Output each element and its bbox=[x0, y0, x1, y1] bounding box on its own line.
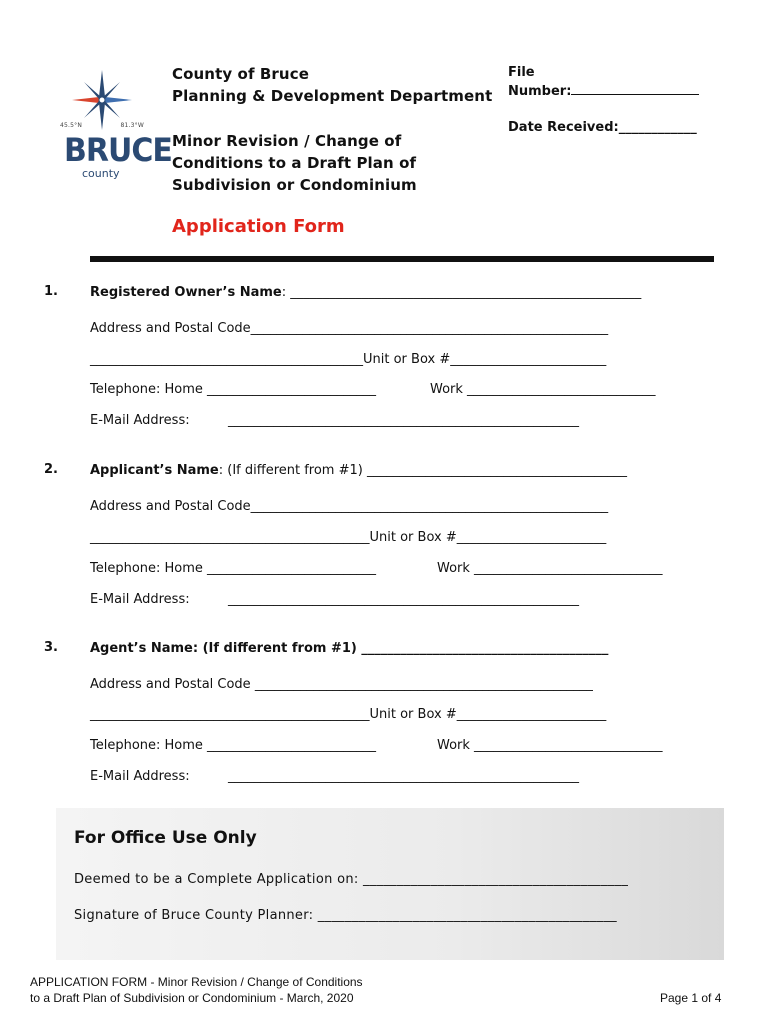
section-number: 2. bbox=[44, 462, 58, 477]
header-divider bbox=[90, 256, 714, 262]
agent-name-label: Agent’s Name bbox=[90, 641, 193, 656]
logo-latitude: 45.5°N bbox=[60, 122, 83, 129]
owner-phone-work-field[interactable]: Work _____________________________ bbox=[430, 382, 656, 397]
section-number: 3. bbox=[44, 640, 58, 655]
owner-email-field[interactable]: ______________________________________________________ bbox=[228, 413, 579, 428]
section-number: 1. bbox=[44, 284, 58, 299]
agent-address-field[interactable]: Address and Postal Code ____________________________________________________ bbox=[90, 677, 593, 692]
owner-unit-field[interactable]: __________________________________________Unit or Box #________________________ bbox=[90, 352, 607, 367]
agent-phone-work-field[interactable]: Work _____________________________ bbox=[437, 738, 663, 753]
applicant-email-field[interactable]: ______________________________________________________ bbox=[228, 592, 579, 607]
agent-unit-field[interactable]: ___________________________________________Unit or Box #_______________________ bbox=[90, 707, 607, 722]
org-name: County of Bruce bbox=[172, 65, 309, 83]
owner-address-field[interactable]: Address and Postal Code_______________________________________________________ bbox=[90, 321, 609, 336]
applicant-name-line[interactable]: : (If different from #1) ________________________________________ bbox=[218, 463, 627, 478]
logo-longitude: 81.3°W bbox=[120, 122, 144, 129]
applicant-phone-home-field[interactable]: Telephone: Home __________________________ bbox=[90, 561, 377, 576]
form-title-line3: Subdivision or Condominium bbox=[172, 176, 417, 194]
org-department: Planning & Development Department bbox=[172, 87, 493, 105]
office-use-title: For Office Use Only bbox=[74, 828, 257, 848]
complete-application-date-field[interactable]: Deemed to be a Complete Application on: _______________________________________ bbox=[74, 872, 629, 887]
number-label: Number: bbox=[508, 84, 572, 99]
logo-county-label: county bbox=[82, 167, 120, 180]
form-title-line1: Minor Revision / Change of bbox=[172, 132, 402, 150]
form-title-line2: Conditions to a Draft Plan of bbox=[172, 154, 417, 172]
agent-email-field[interactable]: ______________________________________________________ bbox=[228, 769, 579, 784]
owner-phone-home-field[interactable]: Telephone: Home __________________________ bbox=[90, 382, 377, 397]
logo-wordmark: BRUCE bbox=[64, 132, 172, 170]
applicant-unit-field[interactable]: ___________________________________________Unit or Box #_______________________ bbox=[90, 530, 607, 545]
organization-header bbox=[172, 63, 492, 107]
footer-line2: to a Draft Plan of Subdivision or Condominium - March, 2020 bbox=[30, 991, 354, 1005]
form-title bbox=[172, 130, 417, 196]
agent-phone-home-field[interactable]: Telephone: Home __________________________ bbox=[90, 738, 377, 753]
footer-form-description bbox=[30, 974, 363, 1006]
date-received-field[interactable]: Date Received:____________ bbox=[508, 120, 697, 135]
application-form-heading: Application Form bbox=[172, 216, 345, 237]
owner-email-label: E-Mail Address: bbox=[90, 413, 190, 428]
applicant-address-field[interactable]: Address and Postal Code_______________________________________________________ bbox=[90, 499, 609, 514]
agent-name-field[interactable] bbox=[90, 640, 608, 658]
file-label: File bbox=[508, 65, 535, 80]
applicant-email-label: E-Mail Address: bbox=[90, 592, 190, 607]
planner-signature-field[interactable]: Signature of Bruce County Planner: ____________________________________________ bbox=[74, 908, 617, 923]
bruce-county-logo bbox=[60, 68, 172, 180]
agent-name-line[interactable]: : (If different from #1) ______________________________________ bbox=[192, 641, 609, 656]
applicant-phone-work-field[interactable]: Work _____________________________ bbox=[437, 561, 663, 576]
agent-email-label: E-Mail Address: bbox=[90, 769, 190, 784]
owner-name-field[interactable] bbox=[90, 284, 641, 302]
applicant-name-field[interactable] bbox=[90, 462, 627, 480]
logo-coordinates bbox=[60, 122, 144, 129]
owner-name-label: Registered Owner’s Name bbox=[90, 285, 282, 300]
page-number: Page 1 of 4 bbox=[660, 991, 722, 1005]
footer-line1: APPLICATION FORM - Minor Revision / Change of Conditions bbox=[30, 975, 363, 989]
file-number-field[interactable] bbox=[508, 63, 699, 101]
owner-name-line[interactable]: : ______________________________________________________ bbox=[281, 285, 642, 300]
file-number-line[interactable] bbox=[571, 82, 699, 95]
applicant-name-label: Applicant’s Name bbox=[90, 463, 219, 478]
